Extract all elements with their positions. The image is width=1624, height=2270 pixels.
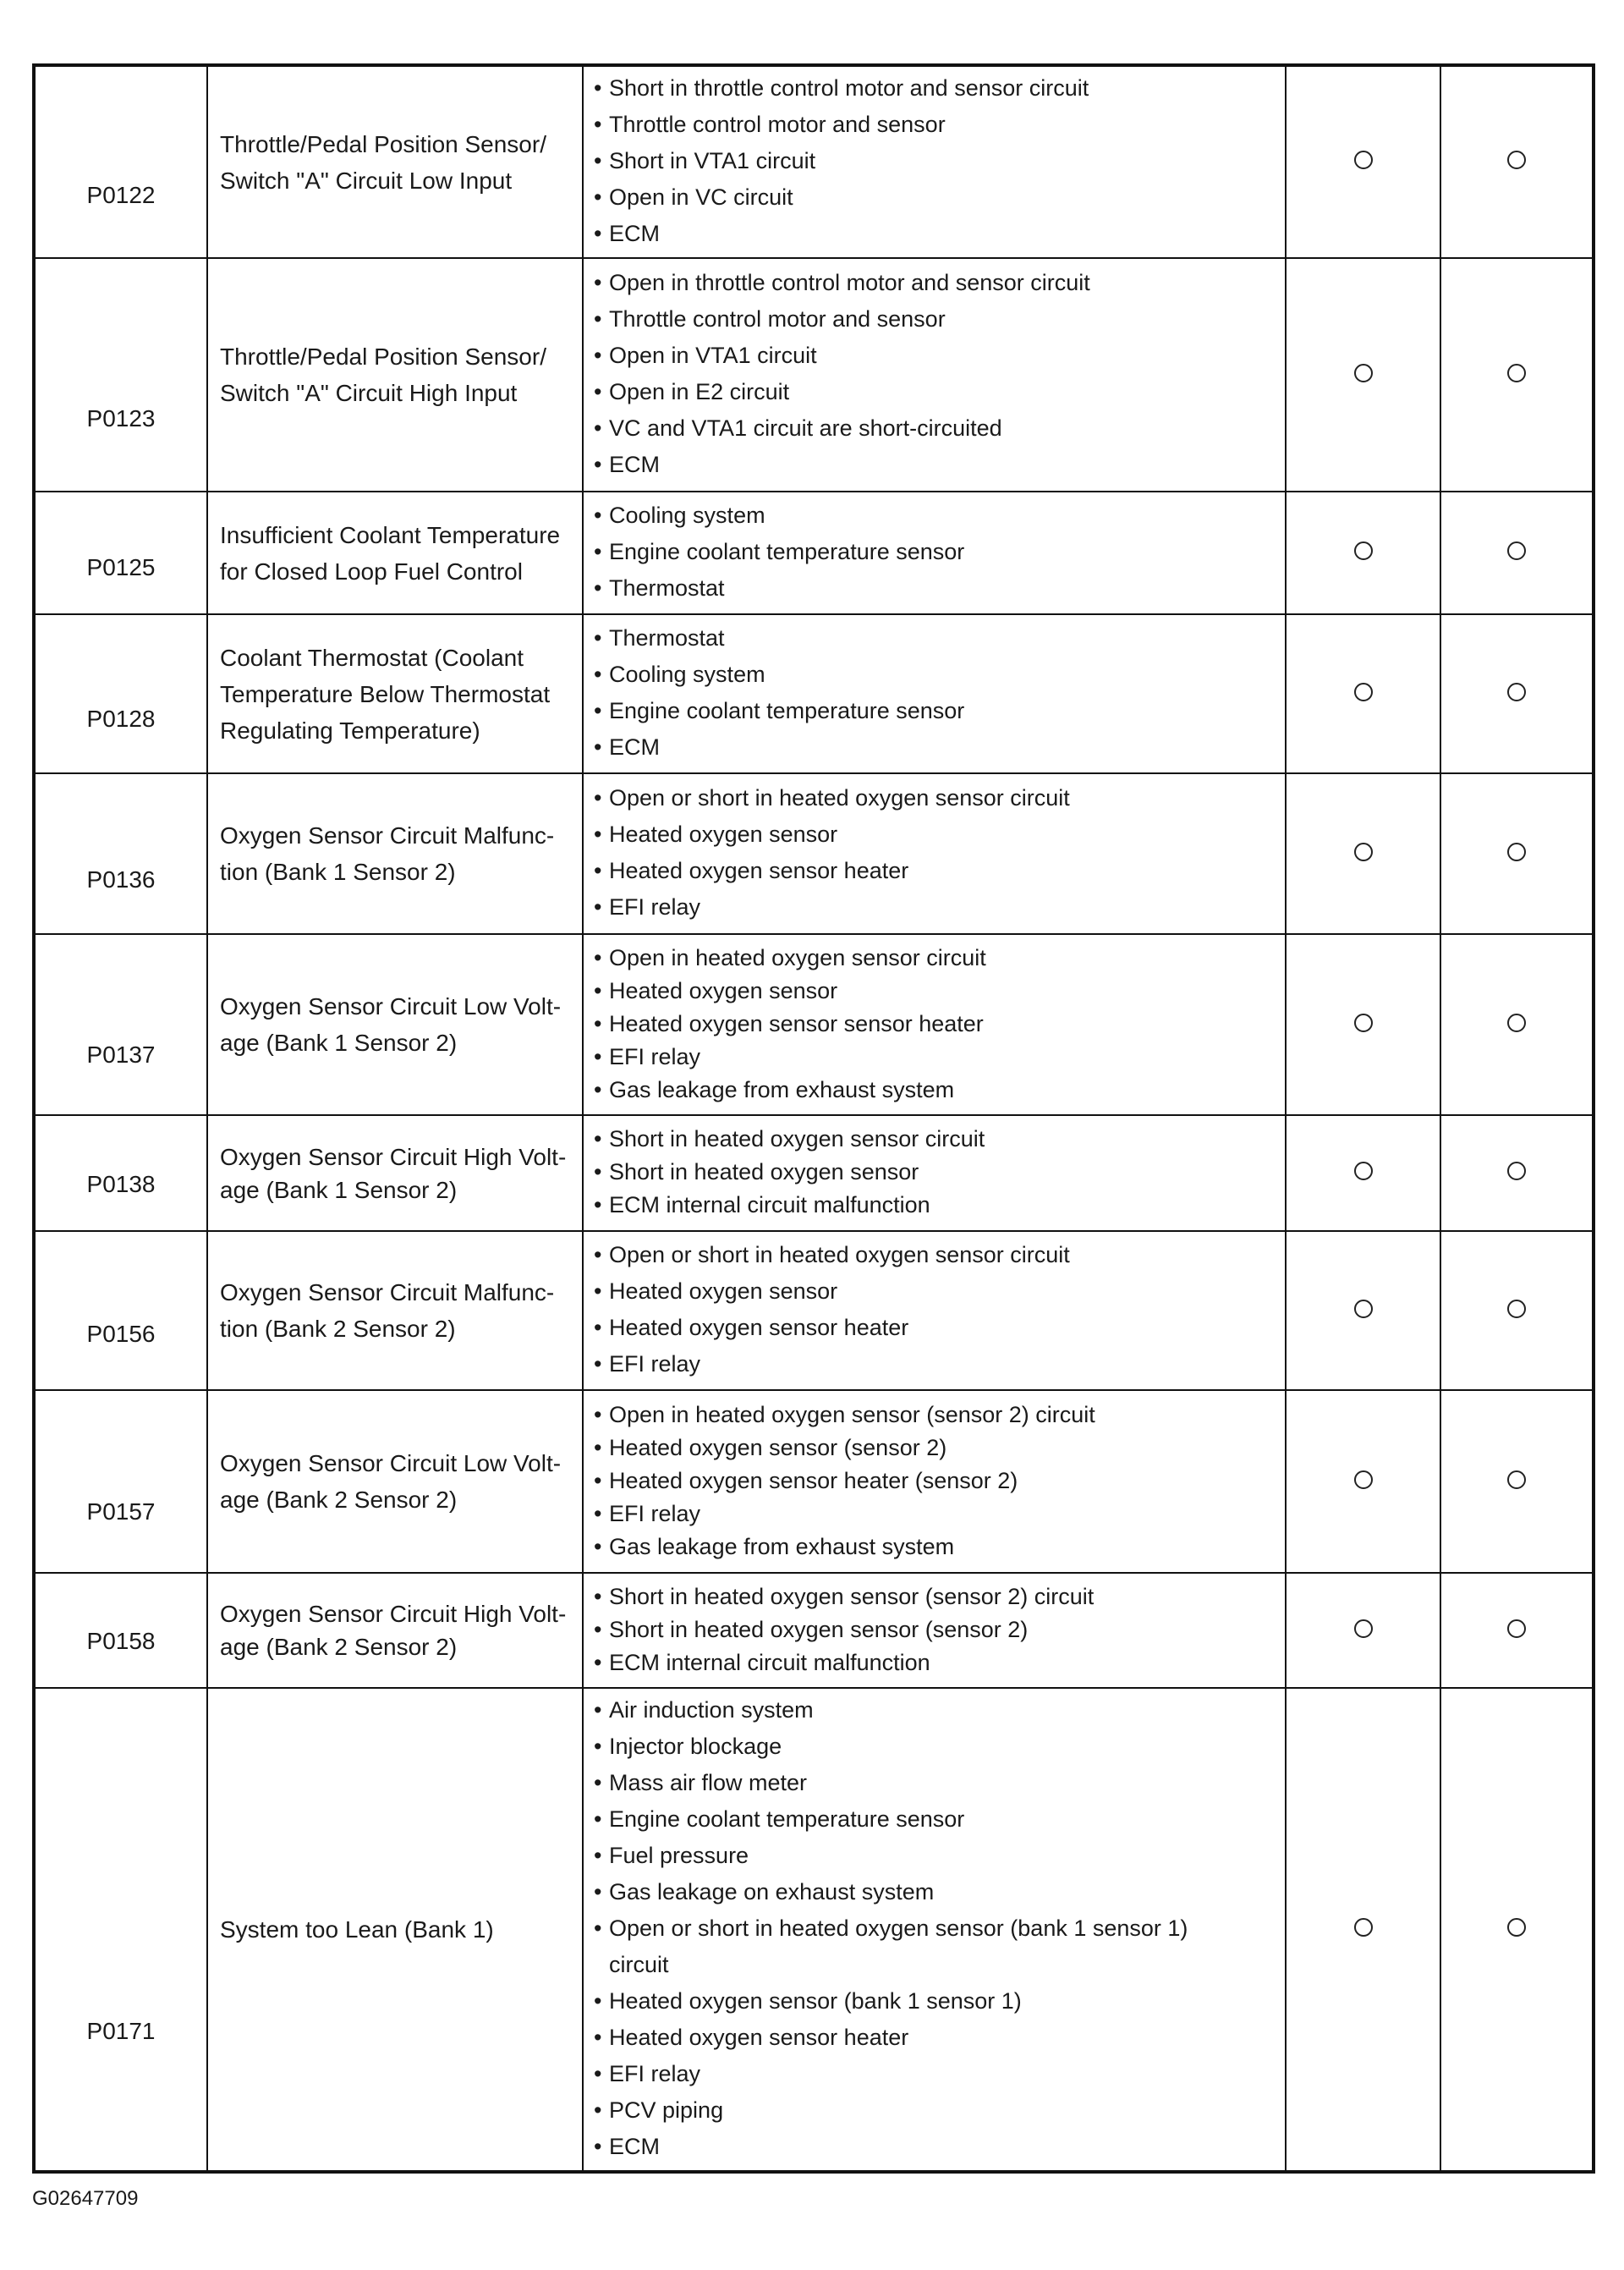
list-item: • Engine coolant temperature sensor [592,693,1278,729]
dtc-code: P0125 [86,554,156,580]
circle-icon [1507,1470,1526,1489]
list-item: • EFI relay [592,1346,1278,1382]
list-item: • EFI relay [592,2056,1278,2092]
mil-cell [1286,934,1440,1115]
dtc-detection-item: System too Lean (Bank 1) [207,1688,583,2172]
mil-cell [1286,1390,1440,1573]
list-item: • Open in VC circuit [592,179,1278,216]
dtc-code-cell [34,258,207,492]
mil-cell [1286,65,1440,258]
list-item: • Heated oxygen sensor [592,816,1278,853]
circle-icon [1354,541,1373,560]
circle-icon [1507,1014,1526,1032]
list-item: • Throttle control motor and sensor [592,107,1278,143]
list-item: • Gas leakage from exhaust system [592,1074,1278,1107]
memory-cell [1440,65,1594,258]
dtc-code-cell [34,1390,207,1573]
dtc-code: P0137 [86,1042,156,1068]
dtc-code-cell [34,1688,207,2172]
trouble-area-cell [583,1115,1286,1231]
table-row [34,1573,1594,1688]
circle-icon [1507,1918,1526,1937]
mil-cell [1286,1231,1440,1390]
list-item: • Throttle control motor and sensor [592,301,1278,338]
table-row [34,492,1594,614]
dtc-code: P0128 [86,706,156,732]
list-item: • ECM internal circuit malfunction [592,1646,1278,1679]
table-row [34,934,1594,1115]
dtc-code-cell [34,1573,207,1688]
list-item: • Heated oxygen sensor (bank 1 sensor 1) [592,1983,1278,2020]
dtc-detection-item: Oxygen Sensor Circuit Malfunc- tion (Bank 2 Sensor 2) [207,1231,583,1390]
list-item: • Open or short in heated oxygen sensor circuit [592,780,1278,816]
list-item: • ECM [592,729,1278,766]
list-item: • Thermostat [592,620,1278,657]
trouble-area-cell [583,614,1286,773]
dtc-code: P0158 [86,1628,156,1654]
list-item: • Engine coolant temperature sensor [592,534,1278,570]
dtc-code: P0136 [86,866,156,893]
table-row [34,1115,1594,1231]
list-item: • Open or short in heated oxygen sensor circuit [592,1237,1278,1273]
dtc-code-cell [34,1115,207,1231]
dtc-code-cell [34,65,207,258]
memory-cell [1440,492,1594,614]
table-row [34,258,1594,492]
list-item: • Gas leakage from exhaust system [592,1531,1278,1564]
list-item: • Gas leakage on exhaust system [592,1874,1278,1910]
list-item: • EFI relay [592,889,1278,926]
mil-cell [1286,614,1440,773]
trouble-area-cell [583,1390,1286,1573]
table-row [34,614,1594,773]
list-item: • Engine coolant temperature sensor [592,1801,1278,1838]
trouble-area-cell [583,65,1286,258]
list-item: • Injector blockage [592,1729,1278,1765]
trouble-area-list [592,70,1278,252]
list-item: • Open in throttle control motor and sensor circuit [592,265,1278,301]
list-item: • Short in heated oxygen sensor (sensor 2) [592,1613,1278,1646]
circle-icon [1507,1162,1526,1180]
trouble-area-list [592,780,1278,926]
dtc-code-cell [34,614,207,773]
list-item: • Short in throttle control motor and sensor circuit [592,70,1278,107]
table-row [34,1688,1594,2172]
list-item: • Open in E2 circuit [592,374,1278,410]
list-item: • Open in heated oxygen sensor (sensor 2) circuit [592,1399,1278,1432]
dtc-code-cell [34,773,207,934]
dtc-code-cell [34,492,207,614]
trouble-area-cell [583,773,1286,934]
trouble-area-list [592,1692,1278,2165]
list-item: • ECM [592,447,1278,483]
list-item: • Short in heated oxygen sensor (sensor 2) circuit [592,1580,1278,1613]
circle-icon [1354,364,1373,382]
list-item: • Cooling system [592,497,1278,534]
table-row [34,1390,1594,1573]
trouble-area-list [592,497,1278,607]
trouble-area-cell [583,1688,1286,2172]
list-item: • EFI relay [592,1041,1278,1074]
dtc-code-cell [34,1231,207,1390]
memory-cell [1440,1115,1594,1231]
list-item: • ECM internal circuit malfunction [592,1189,1278,1222]
circle-icon [1507,1300,1526,1318]
list-item: • Open or short in heated oxygen sensor (bank 1 sensor 1) circuit [592,1910,1278,1983]
list-item: • Fuel pressure [592,1838,1278,1874]
dtc-detection-item: Oxygen Sensor Circuit High Volt- age (Bank 1 Sensor 2) [207,1115,583,1231]
circle-icon [1507,1619,1526,1638]
mil-cell [1286,1115,1440,1231]
dtc-code: P0171 [86,2017,156,2044]
trouble-area-list [592,620,1278,766]
list-item: • Heated oxygen sensor heater (sensor 2) [592,1465,1278,1498]
memory-cell [1440,1573,1594,1688]
dtc-detection-item: Throttle/Pedal Position Sensor/ Switch "A" Circuit Low Input [207,65,583,258]
list-item: • Heated oxygen sensor heater [592,1310,1278,1346]
list-item: • VC and VTA1 circuit are short-circuited [592,410,1278,447]
circle-icon [1354,1918,1373,1937]
dtc-detection-item: Oxygen Sensor Circuit Malfunc- tion (Bank 1 Sensor 2) [207,773,583,934]
list-item: • Short in heated oxygen sensor [592,1156,1278,1189]
circle-icon [1354,1470,1373,1489]
list-item: • Short in VTA1 circuit [592,143,1278,179]
circle-icon [1354,1162,1373,1180]
dtc-detection-item: Insufficient Coolant Temperature for Closed Loop Fuel Control [207,492,583,614]
dtc-table [32,63,1595,2174]
memory-cell [1440,258,1594,492]
list-item: • Thermostat [592,570,1278,607]
list-item: • Open in heated oxygen sensor circuit [592,942,1278,975]
list-item: • Cooling system [592,657,1278,693]
dtc-code: P0123 [86,404,156,431]
list-item: • EFI relay [592,1498,1278,1531]
dtc-code: P0157 [86,1498,156,1525]
memory-cell [1440,1688,1594,2172]
trouble-area-cell [583,1231,1286,1390]
list-item: • ECM [592,216,1278,252]
list-item: • Mass air flow meter [592,1765,1278,1801]
trouble-area-cell [583,1573,1286,1688]
circle-icon [1354,1300,1373,1318]
dtc-detection-item: Oxygen Sensor Circuit Low Volt- age (Bank 1 Sensor 2) [207,934,583,1115]
dtc-detection-item: Throttle/Pedal Position Sensor/ Switch "A" Circuit High Input [207,258,583,492]
list-item: • Heated oxygen sensor heater [592,853,1278,889]
memory-cell [1440,773,1594,934]
circle-icon [1507,364,1526,382]
table-row [34,1231,1594,1390]
trouble-area-list [592,1237,1278,1382]
trouble-area-list [592,1123,1278,1222]
mil-cell [1286,258,1440,492]
trouble-area-list [592,942,1278,1107]
circle-icon [1507,683,1526,701]
dtc-code: P0138 [86,1170,156,1197]
circle-icon [1354,1619,1373,1638]
trouble-area-cell [583,934,1286,1115]
memory-cell [1440,1390,1594,1573]
figure-id: G02647709 [32,2187,139,2210]
circle-icon [1507,151,1526,169]
dtc-code: P0122 [86,181,156,208]
mil-cell [1286,773,1440,934]
mil-cell [1286,492,1440,614]
dtc-code: P0156 [86,1320,156,1347]
memory-cell [1440,934,1594,1115]
list-item: • ECM [592,2129,1278,2165]
dtc-detection-item: Oxygen Sensor Circuit High Volt- age (Bank 2 Sensor 2) [207,1573,583,1688]
dtc-table-body [34,65,1594,2172]
memory-cell [1440,614,1594,773]
circle-icon [1507,541,1526,560]
list-item: • PCV piping [592,2092,1278,2129]
circle-icon [1354,843,1373,861]
list-item: • Short in heated oxygen sensor circuit [592,1123,1278,1156]
circle-icon [1507,843,1526,861]
circle-icon [1354,1014,1373,1032]
trouble-area-list [592,1580,1278,1679]
list-item: • Air induction system [592,1692,1278,1729]
list-item: • Heated oxygen sensor [592,1273,1278,1310]
list-item: • Heated oxygen sensor heater [592,2020,1278,2056]
trouble-area-list [592,265,1278,483]
dtc-detection-item: Oxygen Sensor Circuit Low Volt- age (Bank 2 Sensor 2) [207,1390,583,1573]
dtc-detection-item: Coolant Thermostat (Coolant Temperature Below Thermostat Regulating Temperature) [207,614,583,773]
circle-icon [1354,151,1373,169]
trouble-area-list [592,1399,1278,1564]
mil-cell [1286,1573,1440,1688]
memory-cell [1440,1231,1594,1390]
trouble-area-cell [583,258,1286,492]
list-item: • Heated oxygen sensor sensor heater [592,1008,1278,1041]
list-item: • Open in VTA1 circuit [592,338,1278,374]
table-row [34,65,1594,258]
trouble-area-cell [583,492,1286,614]
mil-cell [1286,1688,1440,2172]
list-item: • Heated oxygen sensor [592,975,1278,1008]
table-row [34,773,1594,934]
dtc-code-cell [34,934,207,1115]
list-item: • Heated oxygen sensor (sensor 2) [592,1432,1278,1465]
circle-icon [1354,683,1373,701]
